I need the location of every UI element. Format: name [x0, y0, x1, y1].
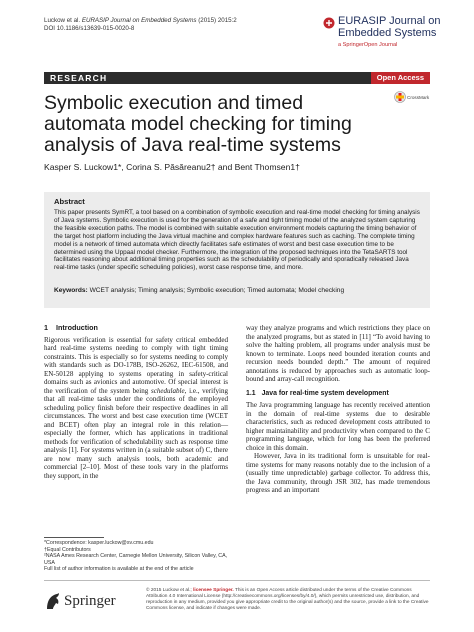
footer-rule: [44, 580, 430, 581]
schedulable-emphasis: schedulable: [150, 386, 185, 395]
header-doi[interactable]: DOI 10.1186/s13639-015-0020-8: [44, 25, 135, 32]
footnote-rule: [44, 537, 104, 538]
keywords-list: WCET analysis; Timing analysis; Symbolic execution; Timed automata; Model checking: [89, 287, 345, 294]
header-year: (2015) 2015:2: [196, 17, 237, 24]
footnotes: [44, 540, 228, 573]
keywords: [54, 287, 422, 295]
article-title: Symbolic execution and timed automata model checking for timing analysis of Java real-time systems: [44, 92, 352, 156]
subsection-number: 1.1: [246, 389, 256, 397]
paragraph-intro: [44, 336, 228, 481]
journal-name-line1: EURASIP Journal on: [338, 15, 441, 27]
crossmark-icon: [394, 91, 406, 105]
header-journal: EURASIP Journal on Embedded Systems: [81, 17, 197, 24]
running-header: [44, 17, 237, 33]
subsection-heading-java: [246, 390, 430, 399]
springer-logo: [44, 590, 140, 614]
license-text: This is an Open Access article distributed under the terms of the Creative Commons Attribution 4.0 International License (http://creativecommons.org/licenses/by/4.0/), which permits unrestricted use, distribution, and reproduction in any medium, provided you give appropriate credit to the original author(s) and the source, provide a link to the Creative Commons license, and indicate if changes were made.: [146, 588, 429, 612]
paragraph-java-2: However, Java in its traditional form is unsuitable for real-time systems for many reasons notably due to the inclusion of a (usually time unpredictable) garbage collector. To address this, the Java community, through JSR 302, has made tremendous progress and an important: [246, 452, 430, 494]
journal-name-line2: Embedded Systems: [338, 27, 437, 39]
license-licensee: licensee Springer.: [193, 588, 234, 593]
article-type-label: RESEARCH: [50, 73, 108, 83]
paragraph-continued: way they analyze programs and which restrictions they place on the analyzed programs, but as stated in [11] “To avoid having to solve the halting problem, all programs under analysis must be known to terminate. Loops need bounded iteration counts and recursion needs bounded depth.” The amount of required annotations is reduced by approaches such as automatic loop-bound and array-call recognition.: [246, 324, 430, 383]
paragraph-intro-part1: Rigorous verification is essential for safety critical embedded hard real-time systems needing to comply with tight timing constraints. This is especially so for systems needing to comply with standards such as DO-178B, ISO-26262, IEC-61508, and EN-50128 applying to systems operating in safety-critical domains such as avionics and automotive. Of special interest is the verification of the system being: [44, 335, 228, 395]
license-statement: [146, 588, 430, 612]
section-heading-introduction: [44, 324, 228, 333]
crossmark-label: CrossMark: [407, 95, 430, 100]
abstract-box: [44, 192, 430, 308]
crossmark-badge[interactable]: [394, 91, 434, 117]
journal-logo: [323, 15, 443, 63]
header-authors: Luckow et al.: [44, 17, 81, 24]
paragraph-intro-part2: , i.e., verifying that all real-time tasks under the conditions of the employed scheduling policy finish before their respective deadlines in all circumstances. The worst and best case execution time (WCET and BCET) often play an integral role in this relation—especially the former, which has applications in traditional methods for verification of schedulability such as response time analysis [1]. For systems written in (a suitable subset of) C, there are now many such analysis tools, both academic and commercial [2–10]. Most of these tools vary in the platforms they support, in the: [44, 386, 228, 480]
open-access-badge: Open Access: [371, 72, 430, 84]
abstract-text: This paper presents SymRT, a tool based on a combination of symbolic execution and real-time model checking for timing analysis of Java systems. Symbolic execution is used for the generation of a safe and tight timing model of the analyzed system capturing the feasible execution paths. The model is combined with suitable execution environment models capturing the timing behavior of the target host platform including the Java virtual machine and complex hardware features such as caching. The complete timing model is a network of timed automata which directly facilitates safe estimates of worst and best case execution time to be determined using the Uppaal model checker. Furthermore, the integration of the proposed techniques into the TetaSARTS tool facilitates reasoning about additional timing properties such as the schedulability of periodically and sporadically released Java real-time tasks (under specific scheduling policies), worst case response time, and more.: [54, 209, 420, 272]
springer-wordmark: Springer: [64, 593, 116, 609]
footnote-full-list: Full list of author information is available at the end of the article: [44, 566, 194, 573]
license-copyright: © 2015 Luckow et al.;: [146, 588, 194, 593]
section-number: 1: [44, 323, 48, 332]
body-column-right: [246, 324, 430, 495]
section-title: Introduction: [56, 323, 98, 332]
springer-horse-icon: [44, 591, 62, 611]
footnote-correspondence[interactable]: *Correspondence: kasper.luckow@sv.cmu.edu: [44, 540, 154, 546]
paragraph-java-1: The Java programming language has recently received attention in the domain of real-time systems due to desirable characteristics, such as reduced development costs attributed to higher maintainability and productivity when compared to the C programming language, which for long has been the preferred choice in this domain.: [246, 401, 430, 452]
body-column-left: [44, 324, 228, 480]
footnote-equal: †Equal Contributors: [44, 546, 91, 553]
footnote-affiliation: ²NASA Ames Research Center, Carnegie Mellon University, Silicon Valley, CA, USA: [44, 553, 228, 566]
abstract-heading: Abstract: [54, 197, 85, 206]
article-type-bar: [44, 72, 430, 84]
keywords-label: Keywords:: [54, 287, 88, 294]
author-list: Kasper S. Luckow1*, Corina S. Păsăreanu2† and Bent Thomsen1†: [44, 162, 300, 172]
springer-open-tagline: a SpringerOpen Journal: [338, 42, 398, 48]
eurasip-logo-icon: [323, 17, 335, 29]
subsection-title: Java for real-time system development: [261, 389, 389, 397]
